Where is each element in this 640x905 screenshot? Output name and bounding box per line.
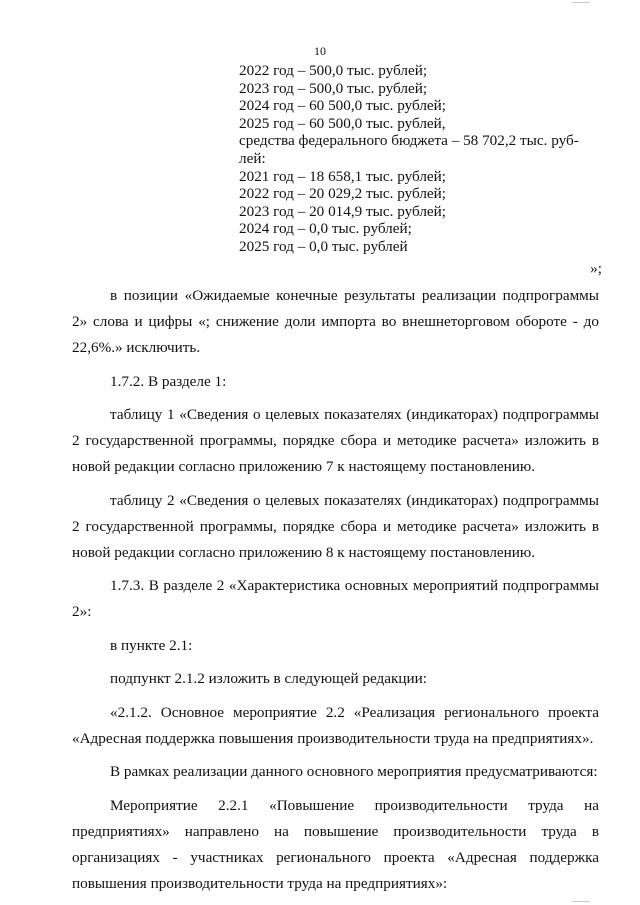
funding-line: 2022 год – 20 029,2 тыс. рублей; bbox=[239, 185, 447, 203]
funding-line: лей: bbox=[239, 149, 266, 167]
page-number: 10 bbox=[314, 44, 326, 58]
paragraph: таблицу 2 «Сведения о целевых показателях (индикаторах) подпрограммы 2 государственной программы, порядке сбора и методике расчета» изложить в новой редакции согласно приложению 8 к настоящему постановлению. bbox=[72, 491, 599, 561]
funding-line: 2021 год – 18 658,1 тыс. рублей; bbox=[239, 167, 447, 185]
body-text bbox=[72, 283, 599, 904]
paragraph: подпункт 2.1.2 изложить в следующей редакции: bbox=[110, 670, 427, 687]
funding-breakdown bbox=[239, 62, 584, 256]
paragraph: 1.7.2. В разделе 1: bbox=[110, 372, 227, 390]
scan-corner-mark-top bbox=[572, 2, 590, 3]
paragraph: в позиции «Ожидаемые конечные результаты реализации подпрограммы 2» слова и цифры «; снижение доли импорта во внешнеторговом обороте - до 22,6%.» исключить. bbox=[72, 287, 599, 356]
funding-line: 2024 год – 0,0 тыс. рублей; bbox=[239, 220, 412, 238]
funding-line: средства федерального бюджета – 58 702,2 тыс. руб- bbox=[239, 132, 579, 150]
funding-line: 2025 год – 60 500,0 тыс. рублей, bbox=[239, 114, 446, 132]
paragraph: в пункте 2.1: bbox=[110, 636, 193, 654]
paragraph: Мероприятие 2.2.1 «Повышение производительности труда на предприятиях» направлено на повышение производительности труда в организациях - участниках регионального проекта «Адресная поддержка повышения производительности труда на предприятиях»: bbox=[72, 796, 599, 892]
scan-corner-mark-bottom bbox=[572, 901, 590, 902]
funding-line: 2023 год – 500,0 тыс. рублей; bbox=[239, 79, 428, 97]
funding-line: 2022 год – 500,0 тыс. рублей; bbox=[239, 62, 428, 79]
quote-closing-mark: »; bbox=[590, 260, 602, 277]
funding-line: 2023 год – 20 014,9 тыс. рублей; bbox=[239, 202, 447, 220]
paragraph: 1.7.3. В разделе 2 «Характеристика основных мероприятий подпрограммы 2»: bbox=[72, 577, 599, 620]
paragraph: «2.1.2. Основное мероприятие 2.2 «Реализация регионального проекта «Адресная поддержка повышения производительности труда на предприятиях». bbox=[72, 703, 599, 747]
paragraph: В рамках реализации данного основного мероприятия предусматриваются: bbox=[110, 763, 598, 780]
funding-line: 2024 год – 60 500,0 тыс. рублей; bbox=[239, 97, 447, 115]
funding-line: 2025 год – 0,0 тыс. рублей bbox=[239, 237, 408, 255]
paragraph: таблицу 1 «Сведения о целевых показателях (индикаторах) подпрограммы 2 государственной программы, порядке сбора и методике расчета» изложить в новой редакции согласно приложению 7 к настоящему постановлению. bbox=[72, 406, 599, 475]
